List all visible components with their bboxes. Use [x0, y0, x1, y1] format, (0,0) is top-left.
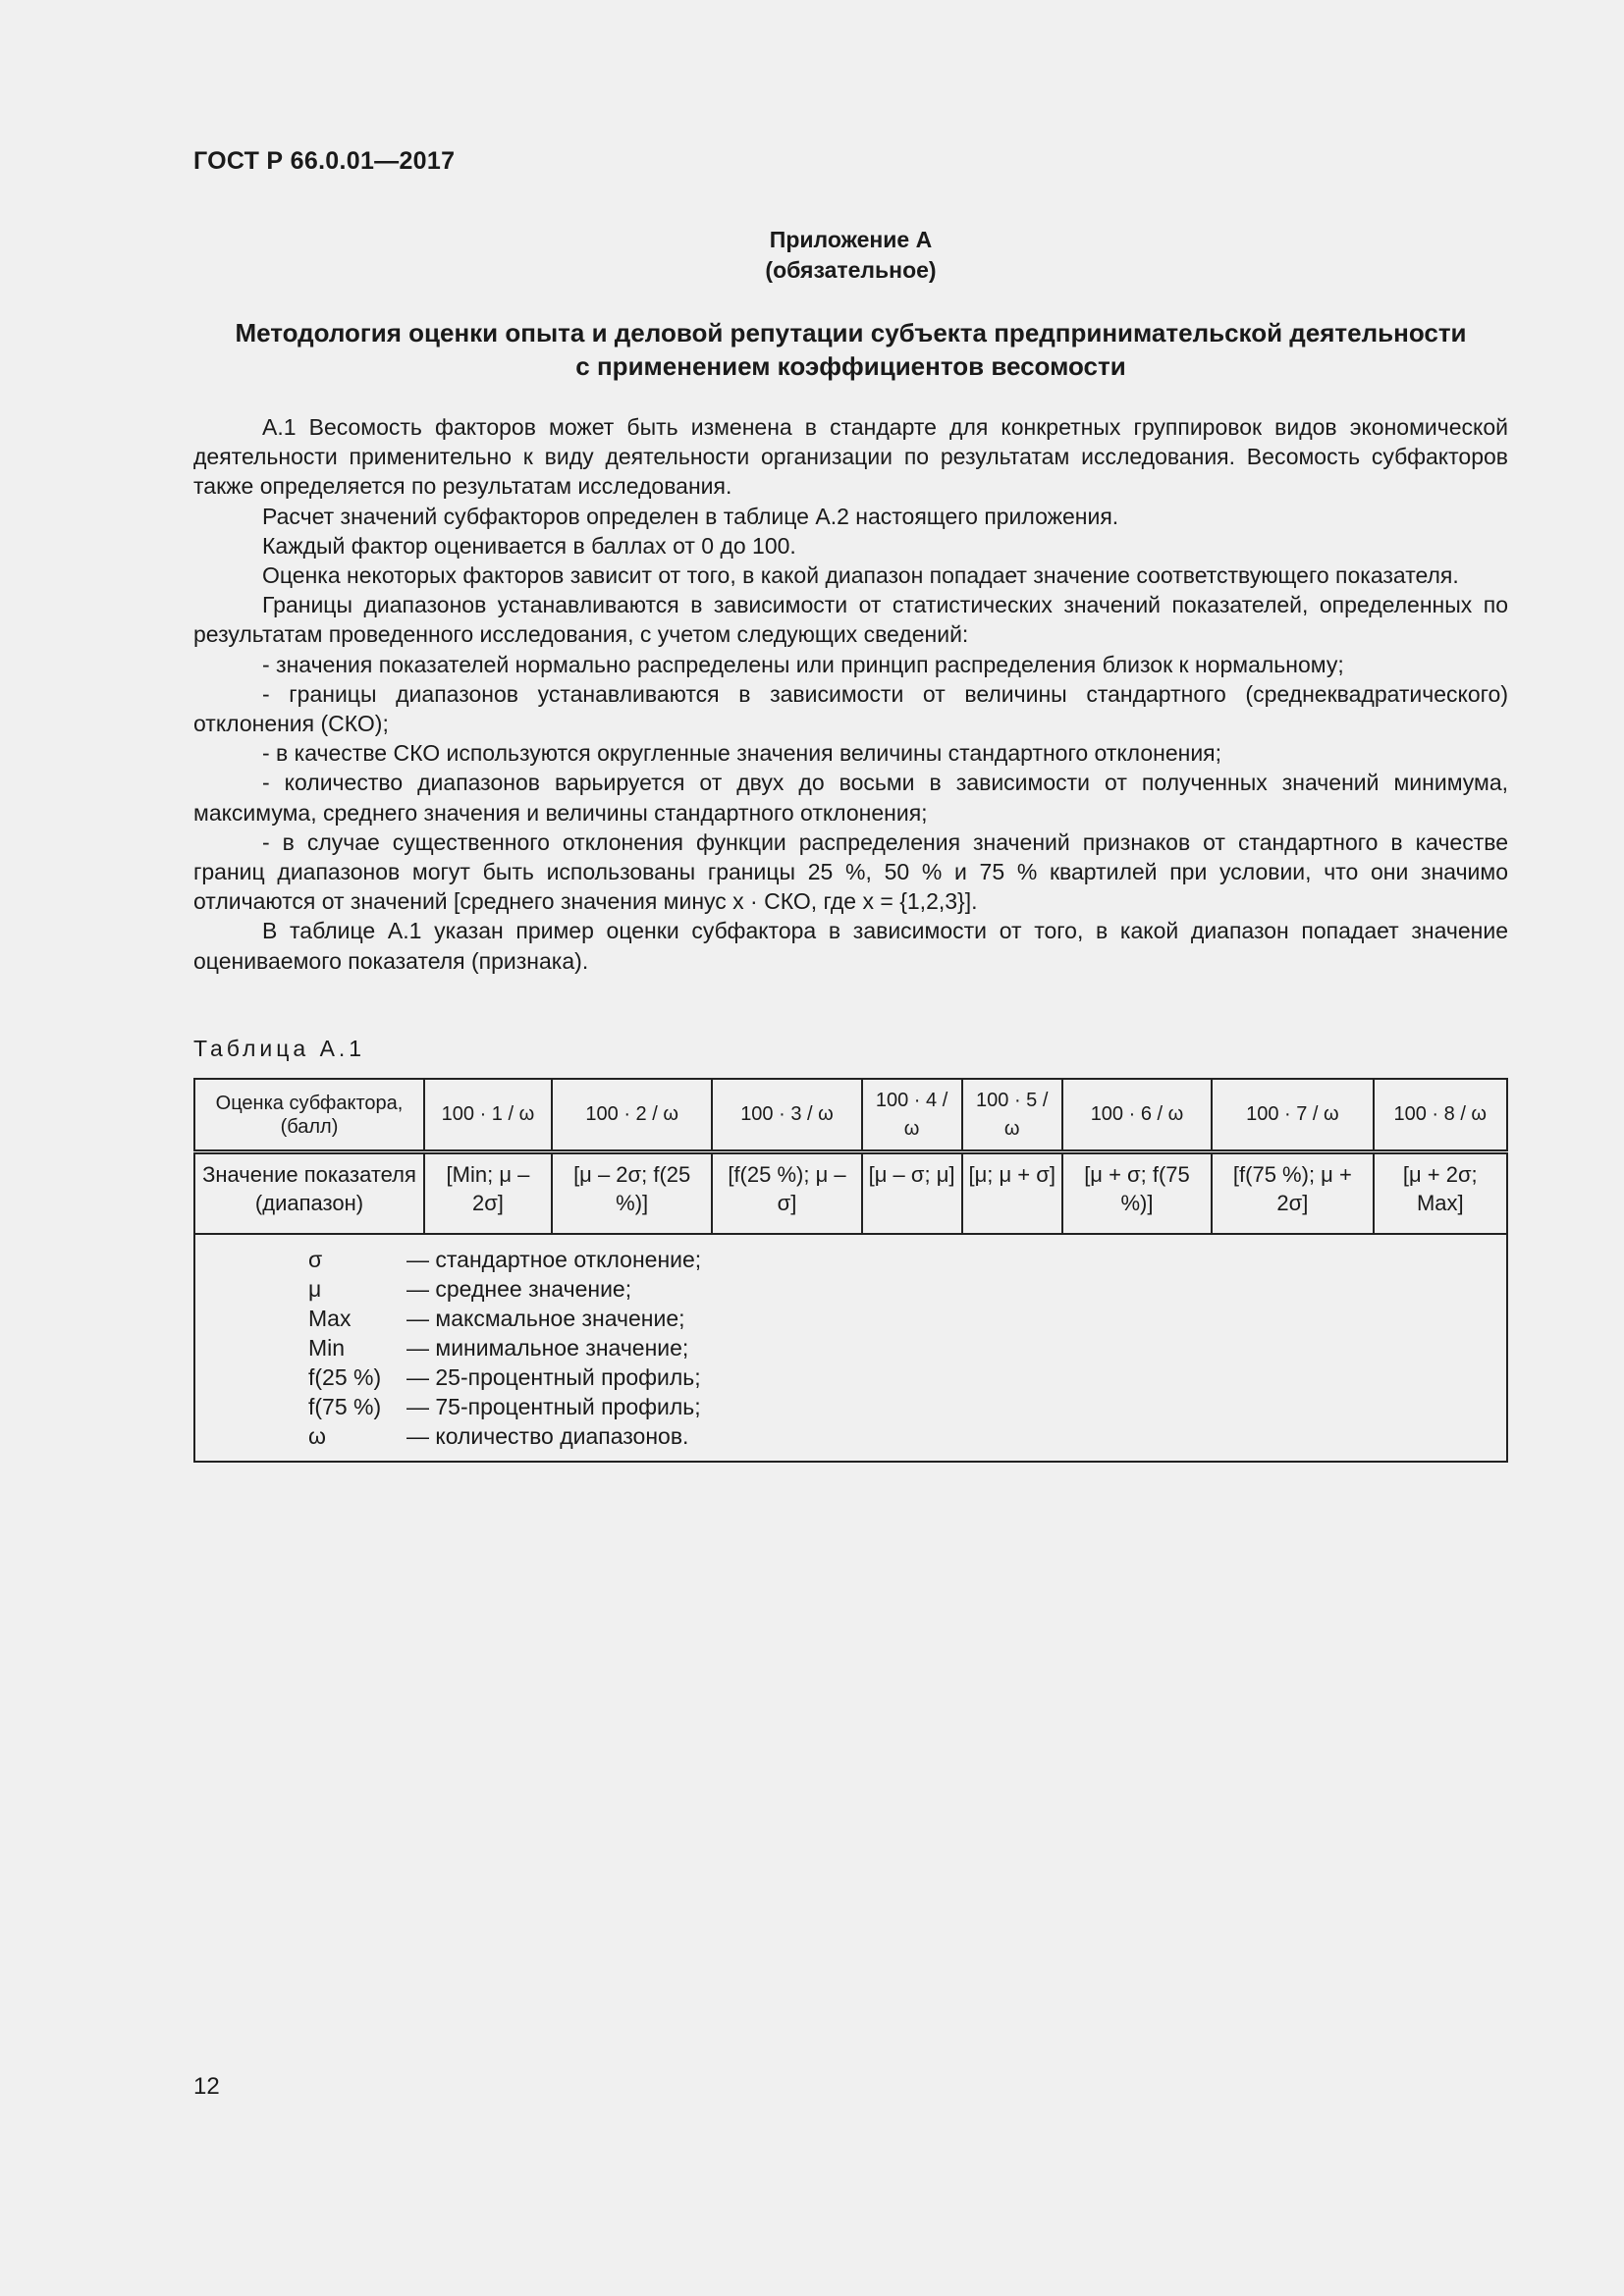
legend-text: — 25-процентный профиль; — [406, 1364, 701, 1390]
legend-text: — 75-процентный профиль; — [406, 1394, 701, 1419]
table-header-cell: Значение показателя (диапазон) — [194, 1152, 424, 1235]
legend-item — [195, 1421, 1506, 1451]
document-title-line-2: с применением коэффициентов весомости — [575, 351, 1126, 381]
table-row-score — [194, 1079, 1507, 1152]
legend-text: — минимальное значение; — [406, 1335, 689, 1361]
paragraph: Каждый фактор оценивается в баллах от 0 до 100. — [262, 532, 796, 559]
table-cell: 100 · 2 / ω — [552, 1079, 713, 1152]
legend-symbol: f(25 %) — [308, 1364, 382, 1390]
table-cell: 100 · 1 / ω — [424, 1079, 552, 1152]
legend-symbol: Min — [308, 1335, 346, 1361]
legend-item — [195, 1304, 1506, 1333]
paragraph: - в случае существенного отклонения функции распределения значений признаков от стандартного в качестве границ диапазонов могут быть использованы границы 25 %, 50 % и 75 % квартилей при условии, что они значимо отличаются от значений [среднего значения минус x · СКО, где x = {1,2,3}]. — [193, 828, 1508, 915]
table-cell: [f(75 %); μ + 2σ] — [1212, 1152, 1373, 1235]
table-cell: [μ; μ + σ] — [962, 1152, 1062, 1235]
legend-text: — среднее значение; — [406, 1276, 632, 1302]
appendix-subtitle: (обязательное) — [765, 257, 937, 283]
document-title — [193, 316, 1508, 383]
legend-item — [195, 1245, 1506, 1274]
document-title-line-1: Методология оценки опыта и деловой репутации субъекта предпринимательской деятельности — [235, 318, 1467, 347]
table-row-range — [194, 1152, 1507, 1235]
table-row-legend — [194, 1234, 1507, 1462]
table-header-cell: Оценка субфактора, (балл) — [194, 1079, 424, 1152]
legend-text: — количество диапазонов. — [406, 1423, 689, 1449]
legend-text: — максмальное значение; — [406, 1306, 685, 1331]
appendix-heading — [193, 225, 1508, 286]
table-cell: 100 · 8 / ω — [1374, 1079, 1507, 1152]
table-a1 — [193, 1078, 1508, 1463]
paragraph: Оценка некоторых факторов зависит от того, в какой диапазон попадает значение соответствующего показателя. — [262, 562, 1459, 589]
page-number: 12 — [193, 2073, 220, 2100]
legend-text: — стандартное отклонение; — [406, 1247, 702, 1272]
paragraph: Расчет значений субфакторов определен в таблице А.2 настоящего приложения. — [262, 503, 1119, 529]
legend-symbol: f(75 %) — [308, 1394, 382, 1419]
legend-item — [195, 1392, 1506, 1421]
paragraph: - значения показателей нормально распределены или принцип распределения близок к нормальному; — [262, 651, 1344, 677]
paragraph: - границы диапазонов устанавливаются в зависимости от величины стандартного (среднеквадратического) отклонения (СКО); — [193, 680, 1508, 737]
table-caption: Таблица А.1 — [193, 1036, 366, 1061]
table-cell: [Min; μ – 2σ] — [424, 1152, 552, 1235]
table-cell: 100 · 7 / ω — [1212, 1079, 1373, 1152]
paragraph: Границы диапазонов устанавливаются в зависимости от статистических значений показателей, определенных по результатам проведенного исследования, с учетом следующих сведений: — [193, 592, 1508, 648]
legend-symbol: μ — [308, 1276, 322, 1302]
legend-cell — [194, 1234, 1507, 1462]
table-cell: [μ + 2σ; Max] — [1374, 1152, 1507, 1235]
table-cell: [μ + σ; f(75 %)] — [1062, 1152, 1212, 1235]
paragraph: - в качестве СКО используются округленные значения величины стандартного отклонения; — [262, 740, 1222, 767]
document-standard-header: ГОСТ Р 66.0.01—2017 — [193, 147, 456, 175]
table-cell: [μ – 2σ; f(25 %)] — [552, 1152, 713, 1235]
paragraph: А.1 Весомость факторов может быть изменена в стандарте для конкретных группировок видов экономической деятельности применительно к виду деятельности организации по результатам исследования. Весомость субфакторов также определяется по результатам исследования. — [193, 414, 1508, 500]
appendix-title: Приложение А — [769, 227, 933, 252]
legend-item — [195, 1333, 1506, 1362]
table-cell: 100 · 6 / ω — [1062, 1079, 1212, 1152]
legend-item — [195, 1362, 1506, 1392]
paragraph: В таблице А.1 указан пример оценки субфактора в зависимости от того, в какой диапазон попадает значение оцениваемого показателя (признака). — [193, 918, 1508, 974]
table-cell: 100 · 3 / ω — [712, 1079, 861, 1152]
paragraph: - количество диапазонов варьируется от двух до восьми в зависимости от полученных значений минимума, максимума, среднего значения и величины стандартного отклонения; — [193, 770, 1508, 826]
table-cell: [f(25 %); μ – σ] — [712, 1152, 861, 1235]
table-cell: 100 · 5 / ω — [962, 1079, 1062, 1152]
legend-symbol: ω — [308, 1423, 326, 1449]
table-cell: 100 · 4 / ω — [862, 1079, 962, 1152]
table-cell: [μ – σ; μ] — [862, 1152, 962, 1235]
legend-symbol: Max — [308, 1306, 352, 1331]
legend-symbol: σ — [308, 1247, 323, 1272]
body-text — [193, 412, 1508, 976]
legend-item — [195, 1274, 1506, 1304]
